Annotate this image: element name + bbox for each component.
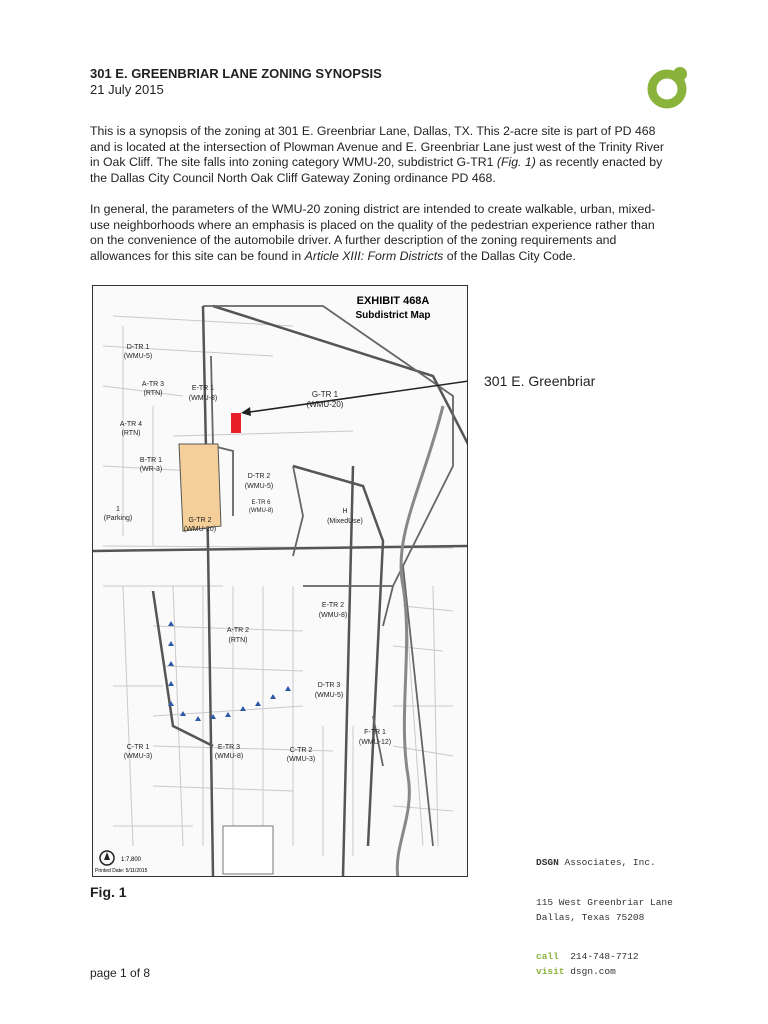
label-etr6: E-TR 6 xyxy=(251,500,271,506)
label-ftr1: F-TR 1 xyxy=(364,729,386,736)
label-etr2-sub: (WMU-8) xyxy=(318,612,348,619)
label-gtr1: G-TR 1 xyxy=(311,390,339,399)
label-ctr1-sub: (WMU-3) xyxy=(123,753,153,760)
parameters-text-b: of the Dallas City Code. xyxy=(443,248,576,263)
label-atr2: A-TR 2 xyxy=(226,627,250,634)
label-ctr2-sub: (WMU-3) xyxy=(286,756,316,763)
map-graphic xyxy=(93,286,468,877)
label-h-sub: (MixedUse) xyxy=(327,518,363,525)
historic-markers xyxy=(168,621,291,721)
phone-number: 214-748-7712 xyxy=(570,951,639,962)
map-scale: 1:7,800 xyxy=(121,857,142,863)
map-legend xyxy=(223,826,273,874)
document-title: 301 E. GREENBRIAR LANE ZONING SYNOPSIS xyxy=(90,66,382,81)
label-atr3: A-TR 3 xyxy=(141,381,165,388)
firm-name-rest: Associates, Inc. xyxy=(558,857,656,868)
label-btr1: B-TR 1 xyxy=(139,457,163,464)
label-etr2: E-TR 2 xyxy=(321,602,345,609)
label-atr2-sub: (RTN) xyxy=(228,637,248,644)
label-dtr2: D-TR 2 xyxy=(247,473,271,480)
label-one: 1 xyxy=(116,506,120,513)
dsgn-logo xyxy=(646,64,692,110)
label-etr1-sub: (WMU-8) xyxy=(188,395,218,402)
firm-name-bold: DSGN xyxy=(536,857,559,868)
intro-text-a: This is a synopsis of the zoning at 301 E. Greenbriar Lane, Dallas, TX. This 2-acre site is part of PD 468 and is located at the intersection of Plowman Avenue and E. Greenbriar Lane just west of the Trinity River in Oak Cliff. The site falls into zoning category WMU-20, subdistrict G-TR1 xyxy=(90,124,664,169)
subdistrict-map xyxy=(92,285,468,877)
website-link[interactable]: dsgn.com xyxy=(570,966,616,977)
street-address: 115 West Greenbriar Lane xyxy=(536,897,673,908)
label-h: H xyxy=(342,508,348,515)
city-address: Dallas, Texas 75208 xyxy=(536,912,645,923)
exhibit-subtitle: Subdistrict Map xyxy=(355,310,431,321)
site-marker xyxy=(231,413,241,433)
code-reference: Article XIII: Form Districts xyxy=(304,248,444,263)
website-line xyxy=(536,966,616,977)
label-etr1: E-TR 1 xyxy=(191,385,215,392)
label-dtr3-sub: (WMU-5) xyxy=(314,692,344,699)
call-label: call xyxy=(536,951,559,962)
label-ctr2: C-TR 2 xyxy=(289,747,313,754)
label-atr4-sub: (RTN) xyxy=(121,430,141,437)
label-btr1-sub: (WR-3) xyxy=(139,466,163,473)
label-dtr2-sub: (WMU-5) xyxy=(244,483,274,490)
map-printed-date: Printed Date: 5/11/2015 xyxy=(95,868,148,874)
exhibit-title: EXHIBIT 468A xyxy=(356,295,430,307)
phone-line xyxy=(536,951,639,962)
firm-name xyxy=(536,857,656,868)
label-atr4: A-TR 4 xyxy=(119,421,143,428)
figure-reference: (Fig. 1) xyxy=(496,155,536,169)
parameters-text-a: In general, the parameters of the WMU-20 zoning district are intended to create walkable, urban, mixed-use neighborhoods where an emphasis is placed on the quality of the pedestrian experience rather than on the convenience of the automobile driver. A further description of the zoning requirements and allowances for this site can be found in xyxy=(90,202,656,263)
label-ftr1-sub: (WMU-12) xyxy=(358,739,392,746)
label-etr3: E-TR 3 xyxy=(217,744,241,751)
intro-paragraph xyxy=(90,124,670,186)
label-gtr1-sub: (WMU-20) xyxy=(306,400,344,409)
label-ctr1: C-TR 1 xyxy=(126,744,150,751)
visit-label: visit xyxy=(536,966,565,977)
document-date: 21 July 2015 xyxy=(90,82,164,97)
label-dtr1-sub: (WMU-5) xyxy=(123,353,153,360)
parameters-paragraph xyxy=(90,202,670,264)
figure-caption: Fig. 1 xyxy=(90,884,127,900)
page-number: page 1 of 8 xyxy=(90,966,151,980)
label-atr3-sub: (RTN) xyxy=(143,390,163,397)
label-one-sub: (Parking) xyxy=(103,515,133,522)
label-gtr2-sub: (WMU-20) xyxy=(183,526,217,533)
intro-text-b: as recently enacted by the Dallas City Council North Oak Cliff Gateway Zoning ordinance PD 468. xyxy=(90,155,663,185)
label-gtr2: G-TR 2 xyxy=(188,517,212,524)
label-dtr3: D-TR 3 xyxy=(317,682,341,689)
site-callout: 301 E. Greenbriar xyxy=(484,373,596,389)
label-etr3-sub: (WMU-8) xyxy=(214,753,244,760)
label-dtr1: D-TR 1 xyxy=(126,344,150,351)
label-etr6-sub: (WMU-8) xyxy=(248,508,274,514)
